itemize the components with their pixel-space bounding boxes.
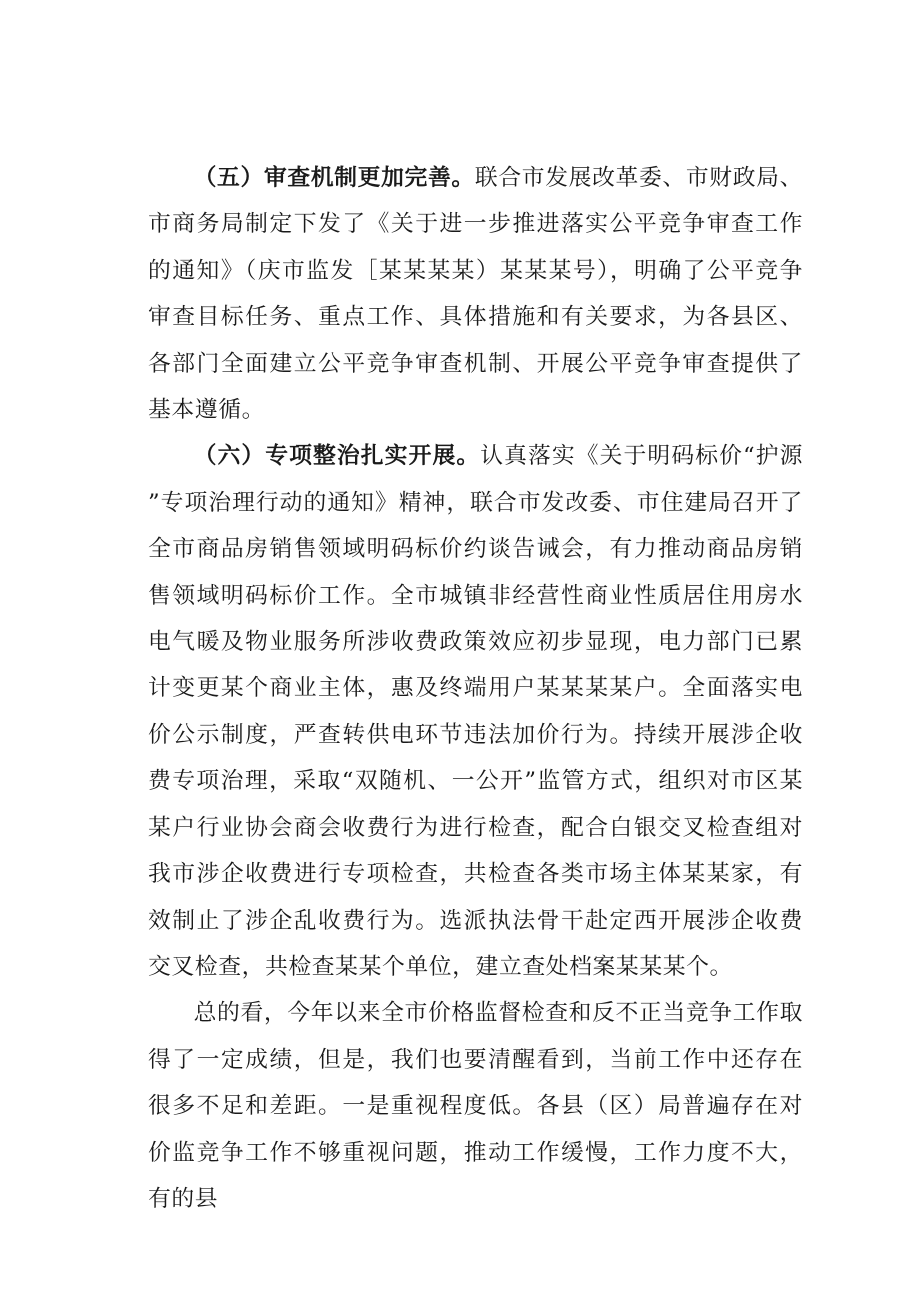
paragraph-overall-summary: [148, 990, 803, 1222]
paragraph-special-rectification: [148, 433, 803, 990]
paragraph-review-mechanism: [148, 155, 803, 433]
section-text-review-mechanism: 联合市发展改革委、市财政局、市商务局制定下发了《关于进一步推进落实公平竞争审查工作的通知》（庆市监发［某某某某）某某某号），明确了公平竞争审查目标任务、重点工作、具体措施和有关要求，为各县区、各部门全面建立公平竞争审查机制、开展公平竞争审查提供了基本遵循。: [148, 165, 803, 424]
section-text-overall-summary: 总的看，今年以来全市价格监督检查和反不正当竞争工作取得了一定成绩，但是，我们也要清醒看到，当前工作中还存在很多不足和差距。一是重视程度低。各县（区）局普遍存在对价监竞争工作不够重视问题，推动工作缓慢，工作力度不大，有的县: [148, 1000, 803, 1212]
section-heading-special-rectification: （六）专项整治扎实开展。: [193, 443, 481, 470]
section-text-special-rectification: 认真落实《关于明码标价“护源”专项治理行动的通知》精神，联合市发改委、市住建局召开了全市商品房销售领域明码标价约谈告诫会，有力推动商品房销售领域明码标价工作。全市城镇非经营性商业性质居住用房水电气暖及物业服务所涉收费政策效应初步显现，电力部门已累计变更某个商业主体，惠及终端用户某某某某户。全面落实电价公示制度，严查转供电环节违法加价行为。持续开展涉企收费专项治理，采取“双随机、一公开”监管方式，组织对市区某某户行业协会商会收费行为进行检查，配合白银交叉检查组对我市涉企收费进行专项检查，共检查各类市场主体某某家，有效制止了涉企乱收费行为。选派执法骨干赴定西开展涉企收费交叉检查，共检查某某个单位，建立查处档案某某某个。: [148, 443, 804, 980]
section-heading-review-mechanism: （五）审查机制更加完善。: [193, 165, 475, 191]
document-body: [148, 155, 803, 1222]
